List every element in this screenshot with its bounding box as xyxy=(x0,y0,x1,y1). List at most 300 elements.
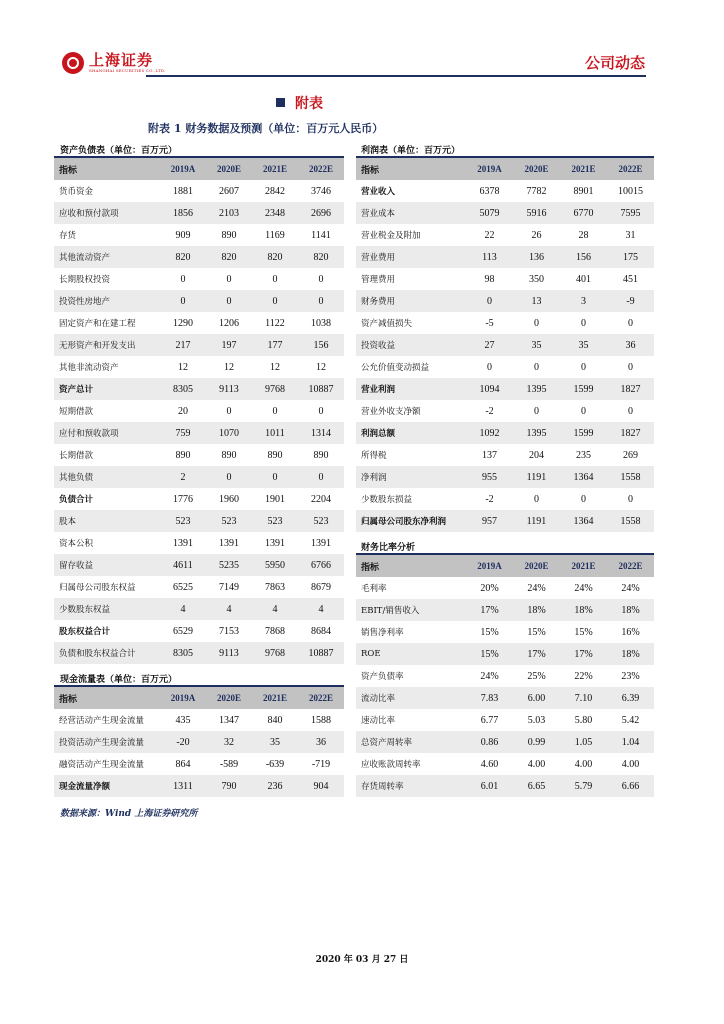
table-row xyxy=(356,180,654,202)
document-type: 公司动态 xyxy=(584,54,645,72)
row-label: 留存收益 xyxy=(54,554,160,576)
table-cell: 1856 xyxy=(160,202,206,224)
table-cell: 1290 xyxy=(173,317,193,329)
data-source: 数据来源：Wind 上海证券研究所 xyxy=(60,809,198,819)
table-cell: 6766 xyxy=(298,554,344,576)
table-header-row xyxy=(54,687,344,709)
table-cell: 10015 xyxy=(618,185,643,197)
table-row xyxy=(356,687,654,709)
table-row xyxy=(356,621,654,643)
row-label: 所得税 xyxy=(361,451,387,461)
page-header xyxy=(0,0,724,80)
table-row xyxy=(54,400,344,422)
table-cell: 4 xyxy=(298,598,344,620)
table-cell: 15% xyxy=(527,626,546,638)
table-row xyxy=(54,268,344,290)
section-title xyxy=(276,93,323,113)
table-cell: 957 xyxy=(466,510,513,532)
table-row xyxy=(54,709,344,731)
table-cell: 890 xyxy=(221,229,237,241)
table-cell: 32 xyxy=(206,731,252,753)
table-cell: 1364 xyxy=(560,510,607,532)
table-cell: 1206 xyxy=(219,317,239,329)
table-cell: 401 xyxy=(576,273,591,285)
row-label: 投资性房地产 xyxy=(54,290,160,312)
table-cell: 18% xyxy=(607,599,654,621)
table-cell: 435 xyxy=(175,714,191,726)
row-label: 净利润 xyxy=(356,466,466,488)
table-cell: 0 xyxy=(272,273,278,285)
table-cell: 6529 xyxy=(173,625,193,637)
table-cell: 1191 xyxy=(513,466,560,488)
table-cell: 4 xyxy=(252,598,298,620)
row-label: 资产总计 xyxy=(54,378,160,400)
table-row xyxy=(54,510,344,532)
table-cell: 23% xyxy=(621,670,640,682)
column-header-indicator: 指标 xyxy=(356,555,466,577)
table-cell: 6.65 xyxy=(513,775,560,797)
table-cell: 3746 xyxy=(311,185,331,197)
table-cell: 8684 xyxy=(311,625,331,637)
column-header-indicator: 指标 xyxy=(54,687,160,709)
row-label: 公允价值变动损益 xyxy=(361,363,430,373)
column-header-year: 2020E xyxy=(206,687,252,709)
table-cell: 113 xyxy=(466,246,513,268)
table-cell: 1191 xyxy=(513,510,560,532)
table-cell: 27 xyxy=(466,334,513,356)
income-statement-table xyxy=(356,158,654,532)
table-cell: 0 xyxy=(226,273,232,285)
table-cell: 156 xyxy=(298,334,344,356)
table-cell: 0 xyxy=(206,290,252,312)
row-label: 营业利润 xyxy=(356,378,466,400)
row-label: 其他负债 xyxy=(54,466,160,488)
logo-name: 上海证券 xyxy=(89,51,154,69)
table-cell: 1599 xyxy=(560,378,607,400)
table-cell: 9768 xyxy=(252,642,298,664)
table-cell: 5.42 xyxy=(621,714,640,726)
table-cell: 1011 xyxy=(252,422,298,444)
table-cell: 2607 xyxy=(219,185,239,197)
table-row xyxy=(54,488,344,510)
table-cell: 0.86 xyxy=(466,731,513,753)
table-cell: 1776 xyxy=(173,493,193,505)
table-cell: 36 xyxy=(298,731,344,753)
table-cell: 451 xyxy=(623,273,638,285)
table-cell: 1391 xyxy=(311,537,331,549)
table-cell: 3 xyxy=(560,290,607,312)
table-cell: 0 xyxy=(318,273,324,285)
table-cell: 2 xyxy=(160,466,206,488)
table-cell: 1141 xyxy=(311,229,331,241)
row-label: 无形资产和开发支出 xyxy=(54,334,160,356)
table-cell: 35 xyxy=(560,334,607,356)
table-cell: 350 xyxy=(529,273,544,285)
table-cell: 4 xyxy=(206,598,252,620)
table-cell: 1558 xyxy=(607,466,654,488)
row-label: 存货 xyxy=(59,231,77,241)
table-cell: 0 xyxy=(628,317,633,329)
table-cell: 5950 xyxy=(252,554,298,576)
table-cell: 12 xyxy=(316,361,326,373)
table-row xyxy=(356,709,654,731)
table-cell: 1311 xyxy=(160,775,206,797)
row-label: 少数股东损益 xyxy=(361,495,413,505)
row-label: 毛利率 xyxy=(361,584,387,594)
table-cell: 1347 xyxy=(219,714,239,726)
table-cell: 0 xyxy=(628,405,633,417)
table-row xyxy=(356,731,654,753)
table-cell: 8901 xyxy=(573,185,594,197)
column-header-year: 2020E xyxy=(206,158,252,180)
column-header-year: 2019A xyxy=(160,687,206,709)
row-label: 营业税金及附加 xyxy=(361,231,421,241)
table-cell: 0 xyxy=(160,290,206,312)
table-cell: 1881 xyxy=(173,185,193,197)
table-row xyxy=(54,620,344,642)
row-label: 资本公积 xyxy=(59,539,94,549)
table-cell: 17% xyxy=(560,643,607,665)
logo-mark-icon xyxy=(62,52,84,74)
table-cell: 175 xyxy=(607,246,654,268)
column-header-year: 2022E xyxy=(607,555,654,577)
table-row xyxy=(356,290,654,312)
table-cell: 2348 xyxy=(252,202,298,224)
table-cell: 8305 xyxy=(160,642,206,664)
row-label: 投资活动产生现金流量 xyxy=(54,731,160,753)
table-cell: 235 xyxy=(576,449,591,461)
table-cell: 17% xyxy=(513,643,560,665)
row-label: 归属母公司股东净利润 xyxy=(356,510,466,532)
table-cell: -639 xyxy=(265,758,285,770)
table-cell: 1391 xyxy=(265,537,285,549)
table-cell: 24% xyxy=(574,582,593,594)
table-cell: 18% xyxy=(560,599,607,621)
table-cell: -20 xyxy=(160,731,206,753)
table-cell: 156 xyxy=(560,246,607,268)
table-cell: 820 xyxy=(160,246,206,268)
table-cell: 0 xyxy=(298,290,344,312)
column-header-year: 2021E xyxy=(252,687,298,709)
square-bullet-icon xyxy=(276,98,285,107)
table-cell: 0 xyxy=(252,466,298,488)
table-cell: 0 xyxy=(298,466,344,488)
table-row xyxy=(356,444,654,466)
table-cell: 22% xyxy=(574,670,593,682)
table-cell: 13 xyxy=(513,290,560,312)
table-cell: 24% xyxy=(527,582,546,594)
table-cell: 6.66 xyxy=(607,775,654,797)
table-cell: 6770 xyxy=(560,202,607,224)
table-cell: 0 xyxy=(487,361,492,373)
balance-sheet-table xyxy=(54,158,344,664)
table-cell: 17% xyxy=(466,599,513,621)
row-label: EBIT/销售收入 xyxy=(356,599,466,621)
column-header-indicator: 指标 xyxy=(54,158,160,180)
table-cell: 0 xyxy=(252,290,298,312)
table-cell: 4.00 xyxy=(527,758,546,770)
row-label: 营业成本 xyxy=(356,202,466,224)
column-header-year: 2021E xyxy=(560,158,607,180)
table-cell: 0 xyxy=(534,405,539,417)
balance-sheet-title: 资产负债表（单位：百万元） xyxy=(60,146,178,156)
table-cell: 28 xyxy=(578,229,589,241)
table-cell: 4.00 xyxy=(621,758,640,770)
table-cell: 20% xyxy=(480,582,499,594)
table-row xyxy=(54,422,344,444)
table-row xyxy=(356,488,654,510)
table-row xyxy=(356,400,654,422)
table-header-row xyxy=(356,555,654,577)
table-cell: 0 xyxy=(581,361,586,373)
table-cell: 0 xyxy=(628,493,633,505)
table-cell: 7595 xyxy=(607,202,654,224)
table-cell: 36 xyxy=(607,334,654,356)
row-label: 其他流动资产 xyxy=(54,246,160,268)
row-label: 应收和预付款项 xyxy=(54,202,160,224)
column-header-indicator: 指标 xyxy=(356,158,466,180)
table-cell: 1122 xyxy=(265,317,285,329)
ratio-analysis-title: 财务比率分析 xyxy=(361,543,416,553)
row-label: 资产负债率 xyxy=(361,672,404,682)
table-cell: 0 xyxy=(318,405,324,417)
table-row xyxy=(54,554,344,576)
table-cell: 1599 xyxy=(560,422,607,444)
table-cell: 5.03 xyxy=(527,714,546,726)
table-cell: 0 xyxy=(206,466,252,488)
table-cell: 820 xyxy=(206,246,252,268)
table-cell: -719 xyxy=(311,758,331,770)
table-row xyxy=(356,577,654,599)
table-cell: 12 xyxy=(178,361,188,373)
row-label: 归属母公司股东权益 xyxy=(59,583,136,593)
table-cell: -589 xyxy=(219,758,239,770)
table-cell: 35 xyxy=(252,731,298,753)
table-cell: 136 xyxy=(513,246,560,268)
table-cell: 523 xyxy=(298,510,344,532)
table-row xyxy=(356,312,654,334)
table-row xyxy=(54,312,344,334)
table-cell: 31 xyxy=(625,229,636,241)
row-label: 营业费用 xyxy=(356,246,466,268)
table-row xyxy=(356,643,654,665)
table-cell: 0 xyxy=(534,493,539,505)
table-cell: 1395 xyxy=(513,422,560,444)
row-label: 营业外收支净额 xyxy=(361,407,421,417)
report-date: 2020 年 03 月 27 日 xyxy=(315,955,409,965)
table-cell: 7863 xyxy=(265,581,285,593)
table-cell: 12 xyxy=(224,361,234,373)
table-cell: 759 xyxy=(160,422,206,444)
table-cell: 1038 xyxy=(311,317,331,329)
row-label: 资产减值损失 xyxy=(361,319,413,329)
table-cell: 25% xyxy=(527,670,546,682)
table-row xyxy=(54,202,344,224)
row-label: 投资收益 xyxy=(356,334,466,356)
table-row xyxy=(356,334,654,356)
row-label: 销售净利率 xyxy=(361,628,404,638)
row-label: 负债合计 xyxy=(59,495,94,505)
table-cell: 7153 xyxy=(219,625,239,637)
row-label: ROE xyxy=(356,643,466,665)
row-label: 经营活动产生现金流量 xyxy=(59,716,145,726)
table-cell: 1588 xyxy=(311,714,331,726)
column-header-year: 2019A xyxy=(160,158,206,180)
row-label: 负债和股东权益合计 xyxy=(54,642,160,664)
table-cell: 0 xyxy=(581,405,586,417)
table-row xyxy=(356,599,654,621)
table-cell: 12 xyxy=(270,361,280,373)
table-cell: 1827 xyxy=(607,422,654,444)
table-row xyxy=(356,510,654,532)
row-label: 财务费用 xyxy=(356,290,466,312)
table-cell: 6525 xyxy=(173,581,193,593)
column-header-year: 2021E xyxy=(252,158,298,180)
table-cell: 0 xyxy=(581,317,586,329)
row-label: 少数股东权益 xyxy=(54,598,160,620)
table-row xyxy=(356,665,654,687)
table-cell: 523 xyxy=(206,510,252,532)
table-row xyxy=(54,466,344,488)
table-cell: 0.99 xyxy=(513,731,560,753)
table-cell: 15% xyxy=(574,626,593,638)
table-cell: 1391 xyxy=(173,537,193,549)
table-cell: 5079 xyxy=(466,202,513,224)
table-cell: 15% xyxy=(480,626,499,638)
table-cell: 16% xyxy=(621,626,640,638)
table-cell: 6.39 xyxy=(607,687,654,709)
table-cell: 177 xyxy=(252,334,298,356)
row-label: 流动比率 xyxy=(356,687,466,709)
table-cell: 197 xyxy=(206,334,252,356)
table-cell: -2 xyxy=(485,405,494,417)
table-cell: 236 xyxy=(252,775,298,797)
column-header-year: 2022E xyxy=(298,158,344,180)
cashflow-title: 现金流量表（单位：百万元） xyxy=(60,675,178,685)
table-row xyxy=(54,246,344,268)
table-row xyxy=(54,444,344,466)
table-row xyxy=(54,356,344,378)
table-row xyxy=(356,378,654,400)
table-row xyxy=(54,334,344,356)
table-row xyxy=(356,224,654,246)
table-row xyxy=(54,180,344,202)
table-header-row xyxy=(54,158,344,180)
table-cell: 5916 xyxy=(513,202,560,224)
table-cell: 7782 xyxy=(526,185,547,197)
table-cell: -9 xyxy=(607,290,654,312)
table-cell: 9113 xyxy=(206,642,252,664)
row-label: 融资活动产生现金流量 xyxy=(59,760,145,770)
table-cell: 2696 xyxy=(298,202,344,224)
row-label: 长期借款 xyxy=(59,451,94,461)
table-cell: 269 xyxy=(623,449,638,461)
table-cell: 5235 xyxy=(206,554,252,576)
column-header-year: 2022E xyxy=(607,158,654,180)
table-row xyxy=(356,246,654,268)
table-cell: 0 xyxy=(534,317,539,329)
table-cell: 890 xyxy=(313,449,329,461)
table-row xyxy=(54,378,344,400)
table-cell: 864 xyxy=(175,758,191,770)
table-cell: 0 xyxy=(226,405,232,417)
table-cell: 15% xyxy=(466,643,513,665)
table-row xyxy=(54,532,344,554)
row-label: 总资产周转率 xyxy=(356,731,466,753)
table-cell: 1.05 xyxy=(560,731,607,753)
table-cell: 523 xyxy=(160,510,206,532)
table-cell: 1395 xyxy=(513,378,560,400)
table-cell: 0 xyxy=(534,361,539,373)
table-cell: 137 xyxy=(482,449,497,461)
table-cell: -2 xyxy=(485,493,494,505)
row-label: 营业收入 xyxy=(361,187,396,197)
table-row xyxy=(356,466,654,488)
table-cell: 24% xyxy=(480,670,499,682)
table-cell: 1.04 xyxy=(607,731,654,753)
table-cell: 7149 xyxy=(219,581,239,593)
ratio-analysis-table xyxy=(356,555,654,797)
table-row xyxy=(54,290,344,312)
table-cell: 10887 xyxy=(298,378,344,400)
table-cell: 6378 xyxy=(479,185,500,197)
table-cell: 8679 xyxy=(311,581,331,593)
table-cell: 7868 xyxy=(265,625,285,637)
table-cell: 0 xyxy=(180,273,186,285)
header-rule xyxy=(146,75,646,77)
table-row xyxy=(356,775,654,797)
table-row xyxy=(356,202,654,224)
row-label: 其他非流动资产 xyxy=(59,363,119,373)
table-row xyxy=(356,422,654,444)
table-header-row xyxy=(356,158,654,180)
table-cell: 1391 xyxy=(219,537,239,549)
section-title-text: 附表 xyxy=(295,96,323,112)
table-row xyxy=(54,598,344,620)
table-cell: 890 xyxy=(267,449,283,461)
column-header-year: 2020E xyxy=(513,158,560,180)
table-cell: 840 xyxy=(267,714,283,726)
table-cell: -5 xyxy=(485,317,494,329)
table-cell: 9113 xyxy=(206,378,252,400)
table-cell: 6.77 xyxy=(480,714,499,726)
table-cell: 0 xyxy=(628,361,633,373)
row-label: 短期借款 xyxy=(59,407,94,417)
column-header-year: 2021E xyxy=(560,555,607,577)
table-cell: 904 xyxy=(298,775,344,797)
table-cell: 7.83 xyxy=(466,687,513,709)
row-label: 股东权益合计 xyxy=(59,627,111,637)
table-cell: 18% xyxy=(513,599,560,621)
table-cell: 909 xyxy=(175,229,191,241)
table-cell: 24% xyxy=(621,582,640,594)
column-header-year: 2019A xyxy=(466,158,513,180)
cashflow-table xyxy=(54,687,344,797)
table-row xyxy=(54,576,344,598)
table-row xyxy=(356,268,654,290)
table-cell: 5.80 xyxy=(574,714,593,726)
row-label: 长期股权投资 xyxy=(59,275,111,285)
row-label: 利润总额 xyxy=(356,422,466,444)
table-row xyxy=(356,356,654,378)
table-cell: 1070 xyxy=(206,422,252,444)
table-title: 附表 1 财务数据及预测（单位：百万元人民币） xyxy=(148,122,384,135)
table-row xyxy=(54,642,344,664)
table-cell: 1314 xyxy=(298,422,344,444)
table-cell: 5.79 xyxy=(560,775,607,797)
table-cell: 217 xyxy=(160,334,206,356)
table-cell: 20 xyxy=(178,405,188,417)
